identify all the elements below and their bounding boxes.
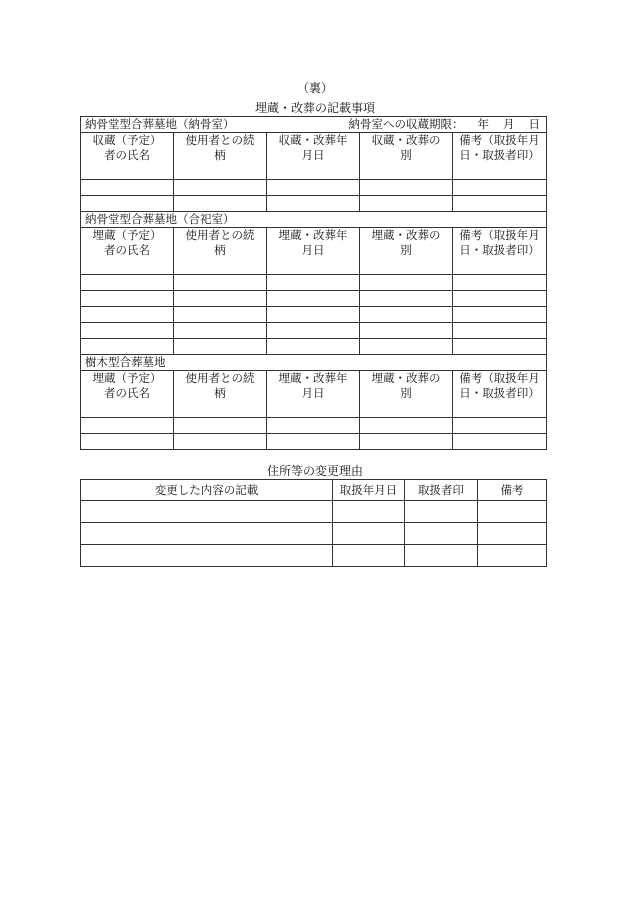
entry-cell[interactable] <box>81 196 174 212</box>
burial-records-table <box>80 116 547 450</box>
entry-cell[interactable] <box>478 501 547 523</box>
deadline-month: 月 <box>503 117 515 131</box>
entry-cell[interactable] <box>333 545 405 567</box>
entry-cell[interactable] <box>360 434 453 450</box>
entry-cell[interactable] <box>267 418 360 434</box>
entry-cell[interactable] <box>81 545 333 567</box>
entry-cell[interactable] <box>360 196 453 212</box>
entry-cell[interactable] <box>453 307 547 323</box>
entry-cell[interactable] <box>267 291 360 307</box>
entry-cell[interactable] <box>267 196 360 212</box>
change-section-title: 住所等の変更理由 <box>266 464 363 478</box>
entry-cell[interactable] <box>174 339 267 355</box>
entry-cell[interactable] <box>478 523 547 545</box>
entry-cell[interactable] <box>405 501 478 523</box>
block-title-row <box>81 355 547 371</box>
column-header: 収蔵・改葬年月日 <box>267 133 360 180</box>
entry-cell[interactable] <box>174 196 267 212</box>
entry-cell[interactable] <box>360 323 453 339</box>
column-header: 埋蔵・改葬の別 <box>360 228 453 275</box>
entry-cell[interactable] <box>453 275 547 291</box>
column-header: 備考 <box>478 480 547 501</box>
entry-cell[interactable] <box>267 339 360 355</box>
column-header: 使用者との続柄 <box>174 133 267 180</box>
header-row <box>81 480 547 501</box>
entry-cell[interactable] <box>81 291 174 307</box>
column-header: 収蔵・改葬の別 <box>360 133 453 180</box>
table-row <box>81 523 547 545</box>
column-header: 備考（取扱年月日・取扱者印） <box>453 133 547 180</box>
table-row <box>81 275 547 291</box>
entry-cell[interactable] <box>333 501 405 523</box>
column-header: 変更した内容の記載 <box>81 480 333 501</box>
entry-cell[interactable] <box>360 418 453 434</box>
block-title-row <box>81 117 547 133</box>
column-header: 備考（取扱年月日・取扱者印） <box>453 371 547 418</box>
entry-cell[interactable] <box>453 339 547 355</box>
block-title <box>81 355 547 371</box>
table-row <box>81 501 547 523</box>
entry-cell[interactable] <box>81 418 174 434</box>
entry-cell[interactable] <box>405 545 478 567</box>
entry-cell[interactable] <box>81 523 333 545</box>
column-header: 取扱者印 <box>405 480 478 501</box>
burial-section-title: 埋蔵・改葬の記載事項 <box>254 101 375 115</box>
entry-cell[interactable] <box>453 323 547 339</box>
entry-cell[interactable] <box>81 307 174 323</box>
table-row <box>81 545 547 567</box>
storage-deadline <box>349 117 547 132</box>
block-name: 納骨堂型合葬墓地（合祀室） <box>85 212 235 226</box>
column-header: 使用者との続柄 <box>174 228 267 275</box>
entry-cell[interactable] <box>453 434 547 450</box>
deadline-day: 日 <box>528 117 541 131</box>
table-row <box>81 307 547 323</box>
column-header: 埋蔵（予定）者の氏名 <box>81 371 174 418</box>
column-header: 備考（取扱年月日・取扱者印） <box>453 228 547 275</box>
entry-cell[interactable] <box>81 339 174 355</box>
entry-cell[interactable] <box>174 291 267 307</box>
page-side-label: （裏） <box>296 81 333 95</box>
block-title <box>81 117 547 133</box>
entry-cell[interactable] <box>174 418 267 434</box>
entry-cell[interactable] <box>333 523 405 545</box>
column-header: 埋蔵・改葬年月日 <box>267 371 360 418</box>
entry-cell[interactable] <box>360 291 453 307</box>
column-header: 埋蔵・改葬年月日 <box>267 228 360 275</box>
table-row <box>81 339 547 355</box>
header-row <box>81 228 547 275</box>
entry-cell[interactable] <box>267 323 360 339</box>
block-name: 納骨堂型合葬墓地（納骨室） <box>85 117 235 131</box>
entry-cell[interactable] <box>81 434 174 450</box>
deadline-year: 年 <box>477 117 490 131</box>
table-row <box>81 323 547 339</box>
header-row <box>81 371 547 418</box>
table-row <box>81 291 547 307</box>
entry-cell[interactable] <box>360 307 453 323</box>
entry-cell[interactable] <box>174 275 267 291</box>
table-row <box>81 418 547 434</box>
entry-cell[interactable] <box>360 275 453 291</box>
entry-cell[interactable] <box>174 307 267 323</box>
column-header: 埋蔵・改葬の別 <box>360 371 453 418</box>
deadline-label: 納骨室への収蔵期限： <box>348 117 464 131</box>
entry-cell[interactable] <box>360 180 453 196</box>
entry-cell[interactable] <box>453 196 547 212</box>
entry-cell[interactable] <box>267 180 360 196</box>
block-title-row <box>81 212 547 228</box>
entry-cell[interactable] <box>360 339 453 355</box>
entry-cell[interactable] <box>453 418 547 434</box>
entry-cell[interactable] <box>267 275 360 291</box>
entry-cell[interactable] <box>81 501 333 523</box>
entry-cell[interactable] <box>453 180 547 196</box>
entry-cell[interactable] <box>81 323 174 339</box>
entry-cell[interactable] <box>81 275 174 291</box>
header-row <box>81 133 547 180</box>
block-name: 樹木型合葬墓地 <box>85 355 166 369</box>
table-row <box>81 434 547 450</box>
entry-cell[interactable] <box>81 180 174 196</box>
entry-cell[interactable] <box>267 307 360 323</box>
entry-cell[interactable] <box>478 545 547 567</box>
entry-cell[interactable] <box>174 434 267 450</box>
column-header: 使用者との続柄 <box>174 371 267 418</box>
entry-cell[interactable] <box>453 291 547 307</box>
block-title <box>81 212 547 228</box>
column-header: 収蔵（予定）者の氏名 <box>81 133 174 180</box>
table-row <box>81 180 547 196</box>
table-row <box>81 196 547 212</box>
entry-cell[interactable] <box>174 180 267 196</box>
entry-cell[interactable] <box>267 434 360 450</box>
change-records-table <box>80 479 547 567</box>
entry-cell[interactable] <box>405 523 478 545</box>
column-header: 取扱年月日 <box>333 480 405 501</box>
column-header: 埋蔵（予定）者の氏名 <box>81 228 174 275</box>
entry-cell[interactable] <box>174 323 267 339</box>
